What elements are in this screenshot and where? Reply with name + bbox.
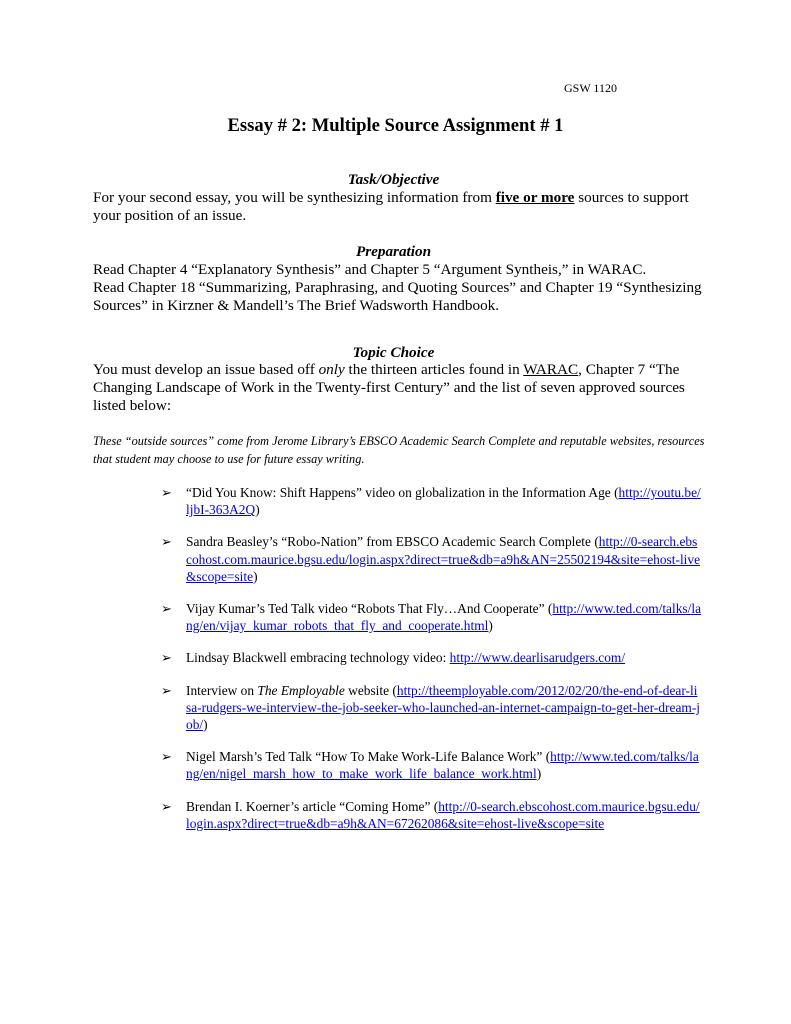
preparation-line-1: Read Chapter 4 “Explanatory Synthesis” and Chapter 5 “Argument Syntheis,” in WARAC. <box>93 261 647 278</box>
source-text-after: ) <box>203 717 208 733</box>
arrow-bullet-icon: ➢ <box>161 485 172 500</box>
source-title-italic: The Employable <box>257 682 345 698</box>
source-text: Lindsay Blackwell embracing technology video: <box>186 650 450 666</box>
task-emphasis: five or more <box>495 189 575 206</box>
topic-part-1: You must develop an issue based off <box>93 361 319 378</box>
source-item <box>161 748 701 782</box>
source-text-mid: website ( <box>344 682 397 698</box>
preparation-heading: Preparation <box>355 243 432 260</box>
topic-paragraph <box>93 361 708 416</box>
source-link[interactable]: http://0-search.ebscohost.com.maurice.bgsu.edu/login.aspx?direct=true&db=a9h&AN=67262086&site=ehost-live&scope=site <box>186 798 700 831</box>
source-text-after: ) <box>488 618 493 634</box>
source-text: Vijay Kumar’s Ted Talk video “Robots That Fly…And Cooperate” ( <box>186 601 553 617</box>
topic-heading: Topic Choice <box>352 344 435 361</box>
arrow-bullet-icon: ➢ <box>161 749 172 765</box>
source-item <box>161 533 701 585</box>
source-link[interactable]: http://youtu.be/ljbI-363A2Q <box>186 485 701 518</box>
arrow-bullet-icon: ➢ <box>161 650 172 666</box>
source-item <box>161 600 701 634</box>
source-text: Interview on <box>186 682 258 698</box>
source-text: “Did You Know: Shift Happens” video on globalization in the Information Age ( <box>186 485 619 500</box>
source-text: Brendan I. Koerner’s article “Coming Home” ( <box>186 798 439 814</box>
preparation-line-2: Read Chapter 18 “Summarizing, Paraphrasing, and Quoting Sources” and Chapter 19 “Synthesizing Sources” in Kirzner & Mandell’s The Brief Wadsworth Handbook. <box>93 279 702 315</box>
source-text-after: ) <box>536 766 542 782</box>
task-heading: Task/Objective <box>347 171 440 188</box>
course-code: GSW 1120 <box>563 81 617 95</box>
page-title: Essay # 2: Multiple Source Assignment # 1 <box>227 115 564 136</box>
topic-only: only <box>318 361 345 378</box>
source-item <box>161 484 701 518</box>
source-item <box>161 798 701 832</box>
source-item <box>161 649 701 666</box>
arrow-bullet-icon: ➢ <box>161 601 172 617</box>
source-text-after: ) <box>253 568 258 584</box>
topic-part-2: the thirteen articles found in <box>344 361 524 378</box>
sources-list <box>161 484 701 847</box>
arrow-bullet-icon: ➢ <box>161 534 172 550</box>
arrow-bullet-icon: ➢ <box>161 682 172 698</box>
source-text-after: ) <box>255 502 260 518</box>
sources-note: These “outside sources” come from Jerome Library’s EBSCO Academic Search Complete and reputable websites, resources that student may choose to use for future essay writing. <box>93 434 705 466</box>
source-text: Sandra Beasley’s “Robo-Nation” from EBSCO Academic Search Complete ( <box>186 534 599 550</box>
source-link[interactable]: http://theemployable.com/2012/02/20/the-end-of-dear-lisa-rudgers-we-interview-the-job-seeker-who-launched-an-internet-campaign-to-get-her-dream-job/ <box>186 682 701 733</box>
source-link[interactable]: http://0-search.ebscohost.com.maurice.bgsu.edu/login.aspx?direct=true&db=a9h&AN=25502194&site=ehost-live&scope=site <box>186 534 701 584</box>
task-text-after: sources to support your position of an issue. <box>93 189 689 225</box>
topic-part-3: , Chapter 7 “The Changing Landscape of Work in the Twenty-first Century” and the list of seven approved sources listed below: <box>93 361 685 415</box>
arrow-bullet-icon: ➢ <box>161 798 172 814</box>
source-link[interactable]: http://www.dearlisarudgers.com/ <box>449 650 626 666</box>
task-text-before: For your second essay, you will be synthesizing information from <box>93 189 496 206</box>
source-item <box>161 682 701 734</box>
task-paragraph <box>93 189 708 225</box>
topic-warac: WARAC <box>523 361 579 378</box>
source-link[interactable]: http://www.ted.com/talks/lang/en/nigel_marsh_how_to_make_work_life_balance_work.html <box>186 749 699 782</box>
source-text: Nigel Marsh’s Ted Talk “How To Make Work-Life Balance Work” ( <box>186 749 551 765</box>
source-link[interactable]: http://www.ted.com/talks/lang/en/vijay_kumar_robots_that_fly_and_cooperate.html <box>186 601 702 634</box>
